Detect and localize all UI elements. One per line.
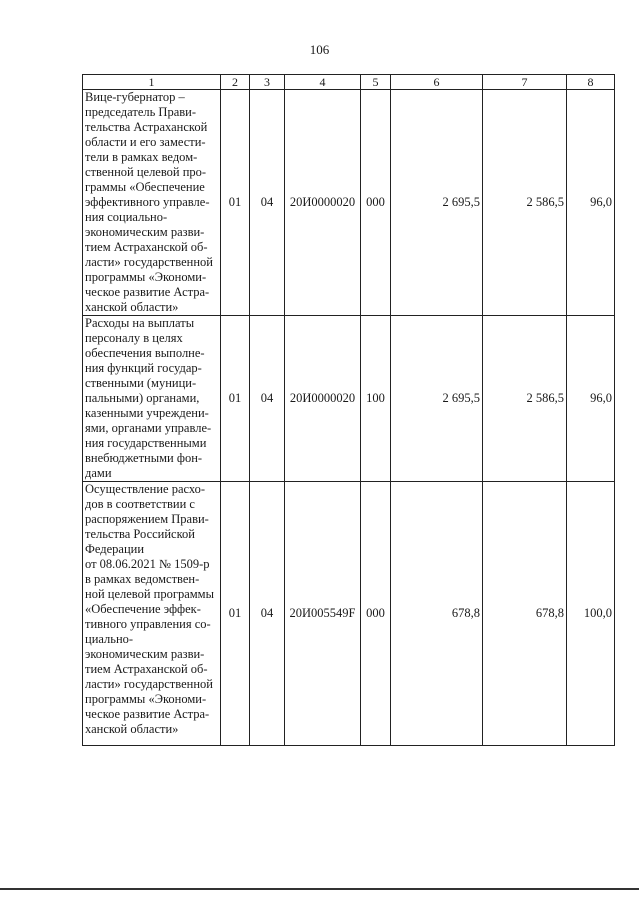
name-line: ной целевой программы	[85, 587, 214, 601]
name-line: от 08.06.2021 № 1509-р	[85, 557, 210, 571]
table-row	[83, 316, 615, 482]
name-line: ственной целевой про-	[85, 165, 207, 179]
table-row	[83, 482, 615, 746]
row-name-cell	[83, 316, 221, 482]
name-line: обеспечения выполне-	[85, 346, 205, 360]
row-name-cell	[83, 90, 221, 316]
name-line: Расходы на выплаты	[85, 316, 195, 330]
name-line: ями, органами управле-	[85, 421, 212, 435]
table-header-row	[83, 75, 615, 90]
executed-amount: 2 586,5	[483, 316, 567, 482]
section-code: 01	[221, 90, 250, 316]
name-line: распоряжением Прави-	[85, 512, 209, 526]
execution-percent: 96,0	[567, 316, 615, 482]
column-header-6: 6	[391, 75, 483, 90]
name-line: тели в рамках ведом-	[85, 150, 198, 164]
name-line: ханской области»	[85, 722, 179, 736]
expense-type-code: 000	[361, 482, 391, 746]
name-line: тием Астраханской об-	[85, 662, 208, 676]
section-code: 01	[221, 482, 250, 746]
subsection-code: 04	[250, 482, 285, 746]
budget-table	[82, 74, 615, 746]
name-line: персоналу в целях	[85, 331, 183, 345]
name-line: дов в соответствии с	[85, 497, 195, 511]
target-article-code: 20И005549F	[285, 482, 361, 746]
name-line: дами	[85, 466, 112, 480]
column-header-7: 7	[483, 75, 567, 90]
name-line: тивного управления со-	[85, 617, 211, 631]
column-header-3: 3	[250, 75, 285, 90]
page-bottom-rule	[0, 888, 639, 890]
planned-amount: 678,8	[391, 482, 483, 746]
section-code: 01	[221, 316, 250, 482]
execution-percent: 100,0	[567, 482, 615, 746]
name-line: ласти» государственной	[85, 677, 213, 691]
name-line: тельства Астраханской	[85, 120, 208, 134]
name-line: внебюджетными фон-	[85, 451, 203, 465]
name-line: Федерации	[85, 542, 145, 556]
planned-amount: 2 695,5	[391, 316, 483, 482]
subsection-code: 04	[250, 90, 285, 316]
page-number: 106	[309, 42, 330, 57]
execution-percent: 96,0	[567, 90, 615, 316]
name-line: Вице-губернатор –	[85, 90, 185, 104]
name-line: ласти» государственной	[85, 255, 213, 269]
name-line: граммы «Обеспечение	[85, 180, 205, 194]
name-line: ческое развитие Астра-	[85, 707, 210, 721]
column-header-2: 2	[221, 75, 250, 90]
expense-type-code: 100	[361, 316, 391, 482]
name-line: циально-	[85, 632, 134, 646]
name-line: ханской области»	[85, 300, 179, 314]
name-line: ственными (муници-	[85, 376, 197, 390]
executed-amount: 2 586,5	[483, 90, 567, 316]
name-line: пальными) органами,	[85, 391, 200, 405]
column-header-4: 4	[285, 75, 361, 90]
name-line: области и его замести-	[85, 135, 206, 149]
name-line: экономическим разви-	[85, 225, 205, 239]
name-line: тием Астраханской об-	[85, 240, 208, 254]
planned-amount: 2 695,5	[391, 90, 483, 316]
subsection-code: 04	[250, 316, 285, 482]
column-header-8: 8	[567, 75, 615, 90]
name-line: ния государственными	[85, 436, 207, 450]
name-line: ния социально-	[85, 210, 168, 224]
target-article-code: 20И0000020	[285, 90, 361, 316]
expense-type-code: 000	[361, 90, 391, 316]
name-line: программы «Экономи-	[85, 270, 207, 284]
name-line: экономическим разви-	[85, 647, 205, 661]
row-name-cell	[83, 482, 221, 746]
name-line: казенными учреждени-	[85, 406, 209, 420]
name-line: председатель Прави-	[85, 105, 197, 119]
name-line: в рамках ведомствен-	[85, 572, 200, 586]
name-line: ния функций государ-	[85, 361, 202, 375]
name-line: эффективного управле-	[85, 195, 210, 209]
column-header-5: 5	[361, 75, 391, 90]
name-line: программы «Экономи-	[85, 692, 207, 706]
column-header-1: 1	[83, 75, 221, 90]
name-line: «Обеспечение эффек-	[85, 602, 201, 616]
table-row	[83, 90, 615, 316]
name-line: тельства Российской	[85, 527, 195, 541]
executed-amount: 678,8	[483, 482, 567, 746]
name-line: ческое развитие Астра-	[85, 285, 210, 299]
target-article-code: 20И0000020	[285, 316, 361, 482]
name-line: Осуществление расхо-	[85, 482, 206, 496]
